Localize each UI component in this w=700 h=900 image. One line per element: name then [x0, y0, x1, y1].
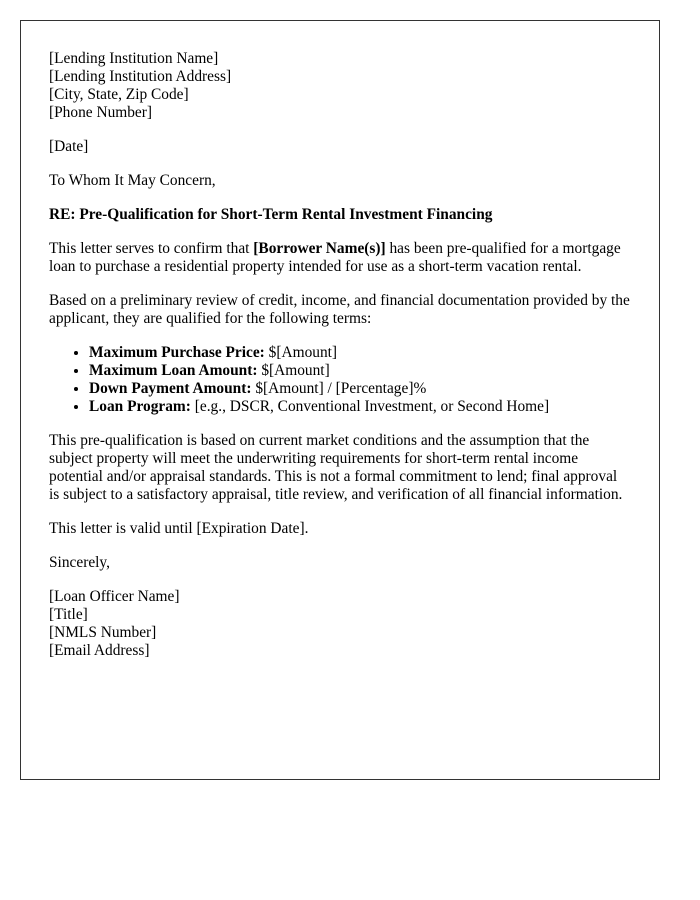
lender-city-state-zip: [City, State, Zip Code]	[49, 86, 189, 103]
conditions-paragraph: This pre-qualification is based on current market conditions and the assumption that the subject property will meet the underwriting requirements for short-term rental income potential and/or appraisal standards. This is not a formal commitment to lend; final approval is subject to a satisfactory appraisal, title review, and verification of all financial information.	[49, 432, 623, 503]
letter-date: [Date]	[49, 138, 89, 155]
review-paragraph: Based on a preliminary review of credit, income, and financial documentation provided by the applicant, they are qualified for the following terms:	[49, 292, 630, 327]
validity-paragraph: This letter is valid until [Expiration Date].	[49, 520, 309, 537]
term-value: $[Amount]	[257, 362, 330, 379]
lender-address-block	[49, 50, 631, 122]
term-label: Maximum Loan Amount:	[89, 362, 258, 379]
intro-text-start: This letter serves to confirm that	[49, 240, 254, 257]
loan-officer-title: [Title]	[49, 606, 88, 623]
intro-text-end: has been pre-qualified for a mortgage loan to purchase a residential property intended for use as a short-term vacation rental.	[49, 240, 621, 275]
email-address: [Email Address]	[49, 642, 150, 659]
closing: Sincerely,	[49, 554, 110, 571]
intro-paragraph	[49, 240, 631, 276]
lender-phone: [Phone Number]	[49, 104, 153, 121]
salutation: To Whom It May Concern,	[49, 172, 216, 189]
terms-list	[49, 344, 631, 416]
term-value: [e.g., DSCR, Conventional Investment, or Second Home]	[190, 398, 550, 415]
term-label: Loan Program:	[89, 398, 191, 415]
lender-name: [Lending Institution Name]	[49, 50, 219, 67]
lender-address: [Lending Institution Address]	[49, 68, 232, 85]
loan-officer-name: [Loan Officer Name]	[49, 588, 180, 605]
term-value: $[Amount] / [Percentage]%	[251, 380, 427, 397]
term-label: Maximum Purchase Price:	[89, 344, 265, 361]
term-max-purchase-price	[89, 344, 631, 362]
term-value: $[Amount]	[264, 344, 338, 361]
nmls-number: [NMLS Number]	[49, 624, 157, 641]
term-loan-program	[89, 398, 631, 416]
term-label: Down Payment Amount:	[89, 380, 252, 397]
letter-page	[20, 20, 660, 780]
subject-line: RE: Pre-Qualification for Short-Term Rental Investment Financing	[49, 206, 493, 223]
term-down-payment	[89, 380, 631, 398]
borrower-name: [Borrower Name(s)]	[253, 240, 386, 257]
signature-block	[49, 588, 631, 660]
term-max-loan-amount	[89, 362, 631, 380]
